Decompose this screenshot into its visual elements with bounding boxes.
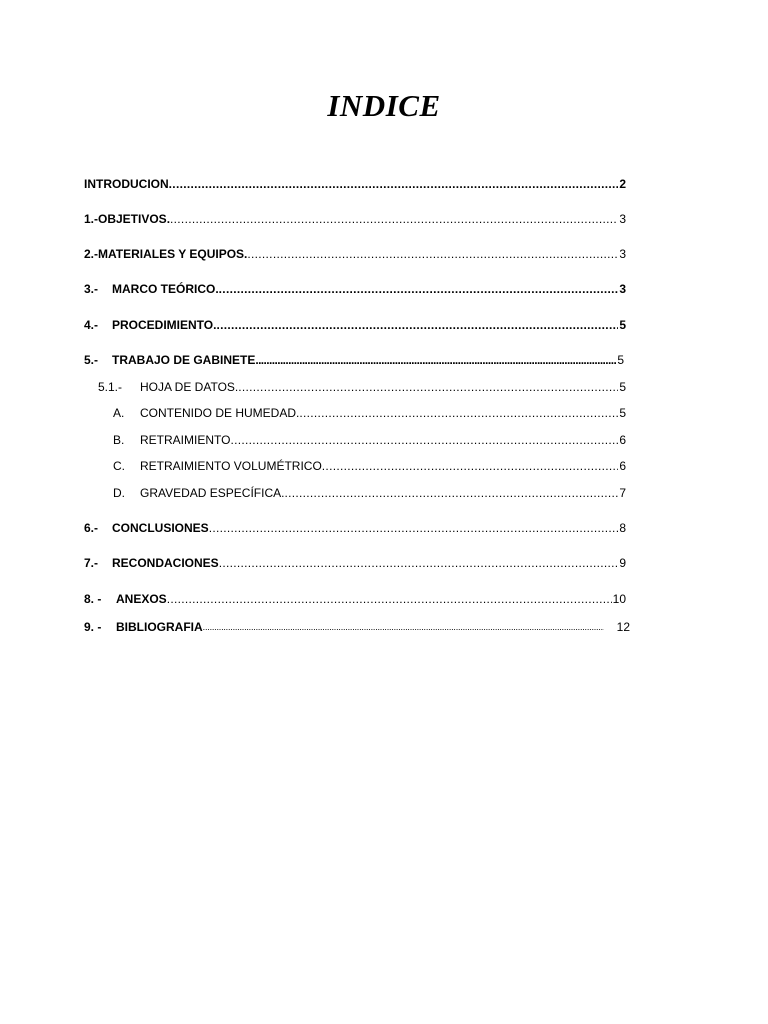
toc-entry-objetivos xyxy=(84,208,626,226)
toc-leader-dots xyxy=(299,406,618,420)
toc-leader-dots xyxy=(170,212,618,226)
toc-leader-dots xyxy=(255,353,616,367)
toc-entry-materiales xyxy=(84,243,626,261)
toc-entry-label: PROCEDIMIENTO. xyxy=(112,318,217,332)
toc-entry-label: CONCLUSIONES xyxy=(112,521,209,535)
toc-entry-label: 2.-MATERIALES Y EQUIPOS. xyxy=(84,247,248,261)
toc-leader-dots xyxy=(167,592,612,606)
toc-entry-page: 9 xyxy=(619,556,626,570)
toc-entry-page: 7 xyxy=(619,486,626,500)
toc-entry-page: 6 xyxy=(619,459,626,473)
toc-entry-label: RETRAIMIENTO VOLUMÉTRICO xyxy=(140,459,322,473)
toc-entry-retraimiento-volumetrico xyxy=(113,455,626,473)
toc-entry-introduccion xyxy=(84,173,626,191)
toc-entry-bibliografia xyxy=(84,616,630,634)
toc-leader-dots xyxy=(238,380,618,394)
toc-entry-page: 5 xyxy=(619,318,626,332)
toc-entry-label: MARCO TEÓRICO. xyxy=(112,282,219,296)
toc-leader-dots xyxy=(284,486,618,500)
toc-leader-dots xyxy=(230,433,618,447)
toc-entry-retraimiento xyxy=(113,429,626,447)
toc-entry-label: INTRODUCION xyxy=(84,177,169,191)
toc-entry-hoja-datos xyxy=(98,376,626,394)
toc-entry-contenido-humedad xyxy=(113,402,626,420)
toc-entry-number: 4.- xyxy=(84,318,99,332)
toc-entry-gravedad-especifica xyxy=(113,482,626,500)
page-title: INDICE xyxy=(327,88,441,123)
toc-entry-number: 5.1.- xyxy=(98,380,123,394)
toc-leader-dots xyxy=(169,177,619,191)
toc-entry-number: 9. - xyxy=(84,620,102,634)
toc-entry-number: 8. - xyxy=(84,592,102,606)
toc-entry-recondaciones xyxy=(84,552,626,570)
toc-entry-page: 6 xyxy=(619,433,626,447)
toc-entry-page: 2 xyxy=(619,177,626,191)
toc-entry-label: ANEXOS xyxy=(116,592,167,606)
toc-entry-label: HOJA DE DATOS. xyxy=(140,380,239,394)
toc-entry-trabajo-gabinete xyxy=(84,349,624,367)
toc-entry-number: C. xyxy=(113,459,125,473)
toc-entry-page: 3 xyxy=(619,247,626,261)
toc-leader-dots xyxy=(203,620,604,634)
toc-leader-dots xyxy=(216,318,618,332)
toc-entry-number: D. xyxy=(113,486,125,500)
toc-entry-number: 6.- xyxy=(84,521,99,535)
toc-entry-label: GRAVEDAD ESPECÍFICA. xyxy=(140,486,285,500)
toc-entry-label: CONTENIDO DE HUMEDAD. xyxy=(140,406,300,420)
toc-entry-number: A. xyxy=(113,406,125,420)
toc-entry-page: 12 xyxy=(616,620,630,634)
toc-entry-number: B. xyxy=(113,433,125,447)
toc-leader-dots xyxy=(219,282,619,296)
toc-entry-label: RETRAIMIENTO xyxy=(140,433,231,447)
toc-entry-page: 5 xyxy=(619,406,626,420)
toc-entry-label: 1.-OBJETIVOS. xyxy=(84,212,171,226)
toc-entry-procedimiento xyxy=(84,314,626,332)
toc-entry-page: 5 xyxy=(619,380,626,394)
toc-entry-conclusiones xyxy=(84,517,626,535)
toc-entry-label: RECONDACIONES xyxy=(112,556,219,570)
toc-entry-number: 3.- xyxy=(84,282,99,296)
toc-entry-label: TRABAJO DE GABINETE xyxy=(112,353,256,367)
toc-leader-dots xyxy=(247,247,618,261)
toc-entry-number: 5.- xyxy=(84,353,99,367)
toc-entry-number: 7.- xyxy=(84,556,99,570)
toc-entry-marco-teorico xyxy=(84,278,626,296)
toc-leader-dots xyxy=(322,459,619,473)
toc-entry-label: BIBLIOGRAFIA xyxy=(116,620,203,634)
toc-entry-page: 5 xyxy=(617,353,624,367)
toc-entry-page: 3 xyxy=(619,282,626,296)
toc-entry-page: 10 xyxy=(612,592,626,606)
toc-entry-page: 8 xyxy=(619,521,626,535)
toc-leader-dots xyxy=(219,556,619,570)
toc-entry-page: 3 xyxy=(619,212,626,226)
toc-entry-anexos xyxy=(84,588,626,606)
toc-leader-dots xyxy=(209,521,619,535)
